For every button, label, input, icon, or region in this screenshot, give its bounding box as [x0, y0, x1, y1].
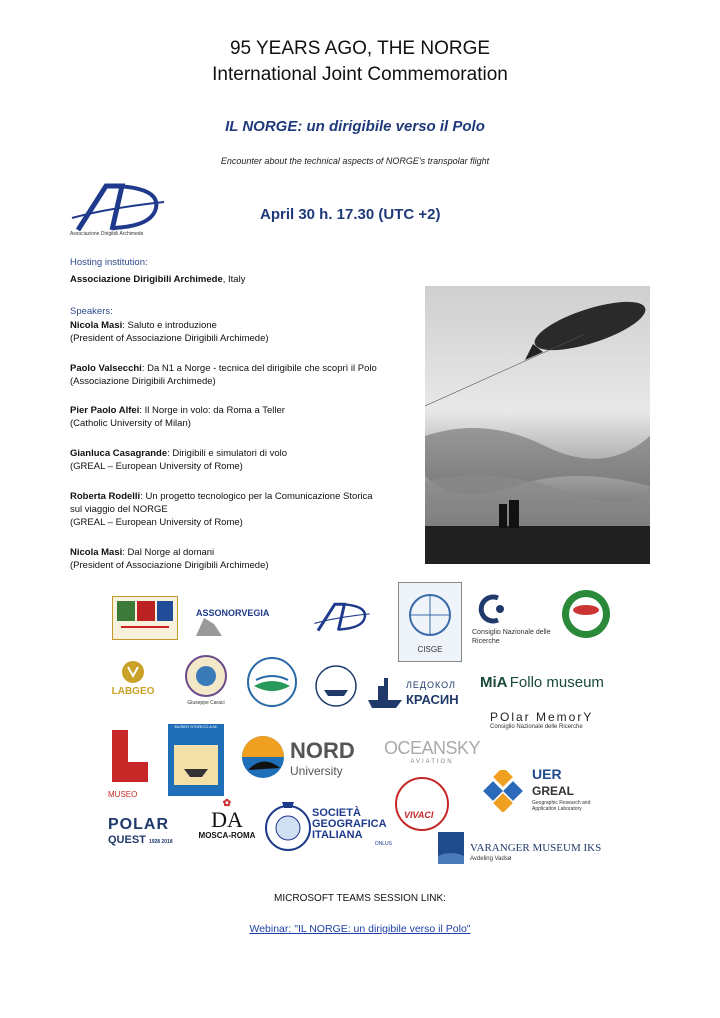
speaker-name: Pier Paolo Alfei — [70, 405, 140, 416]
vivaci-logo: VIVACI — [394, 776, 450, 832]
speaker-name: Nicola Masi — [70, 320, 123, 331]
speaker-talk: : Dal Norge al domani — [122, 547, 215, 558]
archimede-logo-caption: Associazione Dirigibili Archimede — [70, 231, 144, 237]
cisge-logo: CISGE — [398, 582, 462, 662]
event-date: April 30 h. 17.30 (UTC +2) — [260, 206, 441, 223]
polar-memory-logo: POlar MemorY Consiglio Nazionale delle Ricerche — [490, 710, 594, 730]
speaker-entry — [70, 490, 415, 529]
speaker-affiliation: (GREAL – European University of Rome) — [70, 461, 243, 472]
speaker-name: Gianluca Casagrande — [70, 448, 168, 459]
labgeo-logo: LABGEO — [106, 660, 160, 704]
assonorvegia-logo: ASSONORVEGIA — [192, 600, 292, 640]
speaker-entry — [70, 319, 415, 345]
dante-alighieri-moscow-logo: ✿ DA MOSCA-ROMA — [198, 798, 256, 840]
ship-seal-logo — [314, 664, 358, 708]
speaker-affiliation: (President of Associazione Dirigibili Archimede) — [70, 560, 269, 571]
speaker-affiliation: (President of Associazione Dirigibili Archimede) — [70, 333, 269, 344]
oceansky-aviation-logo: OCEANSKY AVIATION — [383, 738, 481, 765]
krasin-icebreaker-logo: ЛЕДОКОЛ КРАСИН — [366, 670, 474, 714]
speaker-name: Paolo Valsecchi — [70, 363, 142, 374]
speaker-name: Nicola Masi — [70, 547, 123, 558]
uer-greal-logo: UER GREAL Geographic Research and Application Laboratory — [482, 764, 612, 818]
hosting-label: Hosting institution: — [70, 257, 148, 268]
varanger-museum-logo: VARANGER MUSEUM IKS Avdeling Vadsø — [438, 832, 638, 866]
webinar-link[interactable]: Webinar: "IL NORGE: un dirigibile verso il Polo" — [249, 923, 471, 935]
speaker-talk: : Un progetto tecnologico per la Comunicazione Storica — [140, 491, 373, 502]
speaker-name: Roberta Rodelli — [70, 491, 141, 502]
nord-university-logo: NORD University — [240, 734, 370, 780]
event-subtitle: Encounter about the technical aspects of NORGE's transpolar flight — [220, 156, 490, 166]
caraci-lab-logo: Giuseppe Caraci — [180, 654, 232, 710]
airship-club-logo — [560, 588, 612, 640]
airship-photo — [425, 286, 650, 564]
speaker-affiliation: (GREAL – European University of Rome) — [70, 517, 243, 528]
speaker-entry — [70, 546, 415, 572]
hosting-country: , Italy — [222, 274, 246, 285]
speaker-entry — [70, 447, 415, 473]
round-seal-logo — [246, 656, 298, 708]
title-line-2: International Joint Commemoration — [212, 64, 508, 85]
heraldic-logo — [112, 596, 178, 640]
title-line-1: 95 YEARS AGO, THE NORGE — [229, 38, 491, 59]
speaker-talk: : Il Norge in volo: da Roma a Teller — [139, 405, 285, 416]
speaker-entry — [70, 362, 415, 388]
event-title: IL NORGE: un dirigibile verso il Polo — [225, 118, 485, 135]
speaker-affiliation: (Associazione Dirigibili Archimede) — [70, 376, 216, 387]
speaker-entry — [70, 404, 415, 430]
hosting-name: Associazione Dirigibili Archimede — [70, 274, 223, 285]
speaker-affiliation: (Catholic University of Milan) — [70, 418, 191, 429]
museo-logo: MUSEO — [108, 722, 154, 802]
cnr-logo: Consiglio Nazionale delle Ricerche — [472, 592, 552, 654]
teams-session-label: MICROSOFT TEAMS SESSION LINK: — [274, 893, 446, 904]
speaker-talk: : Da N1 a Norge - tecnica del dirigibile che scoprì il Polo — [141, 363, 377, 374]
polar-quest-logo: POLAR QUEST 1928 2018 — [108, 816, 173, 846]
mia-follo-museum-logo: MiA Follo museum — [480, 674, 604, 691]
societa-geografica-italiana-logo: SOCIETÀ GEOGRAFICA ITALIANA ONLUS — [312, 807, 392, 847]
speakers-label: Speakers: — [70, 306, 113, 317]
archimede-small-logo — [312, 598, 372, 638]
speaker-talk-continued: sul viaggio del NORGE — [70, 504, 168, 515]
speaker-talk: : Dirigibili e simulatori di volo — [167, 448, 288, 459]
hosting-value — [70, 273, 245, 286]
museo-storico-logo: MUSEO STORICO A.M. — [168, 724, 224, 796]
sgi-seal-logo — [264, 796, 312, 854]
speaker-talk: : Saluto e introduzione — [122, 320, 217, 331]
